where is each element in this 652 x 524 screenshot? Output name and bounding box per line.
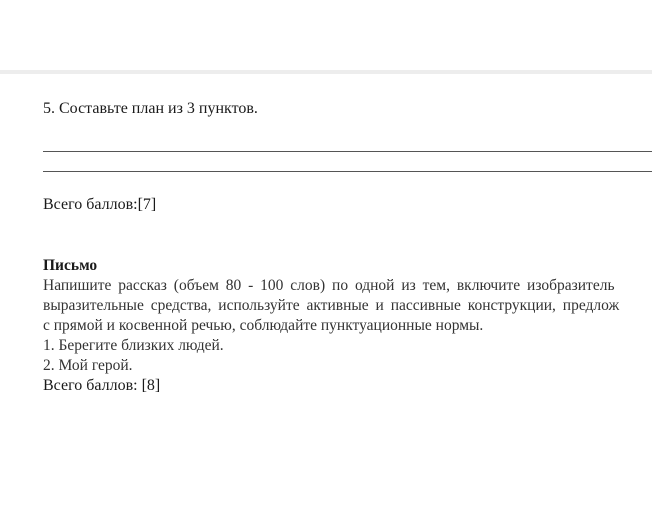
letter-instructions	[43, 276, 652, 376]
letter-title: Письмо	[43, 257, 98, 274]
top-divider	[0, 70, 652, 74]
letter-section	[43, 256, 652, 396]
answer-line-1	[43, 151, 652, 152]
score-letter: Всего баллов: [8]	[43, 377, 161, 394]
instruction-line-1: Напишите рассказ (объем 80 - 100 слов) по одной из тем, включите изобразитель	[43, 277, 615, 294]
answer-line-2	[43, 171, 652, 172]
instruction-line-2: выразительные средства, используйте активные и пассивные конструкции, предлож	[43, 297, 620, 314]
topic-2: 2. Мой герой.	[43, 357, 133, 374]
instruction-line-3: с прямой и косвенной речью, соблюдайте пунктуационные нормы.	[43, 317, 484, 334]
task-5-heading: 5. Составьте план из 3 пунктов.	[43, 100, 258, 117]
top-blank-area	[0, 0, 652, 70]
topic-1: 1. Берегите близких людей.	[43, 337, 224, 354]
score-task-5: Всего баллов:[7]	[43, 196, 157, 213]
